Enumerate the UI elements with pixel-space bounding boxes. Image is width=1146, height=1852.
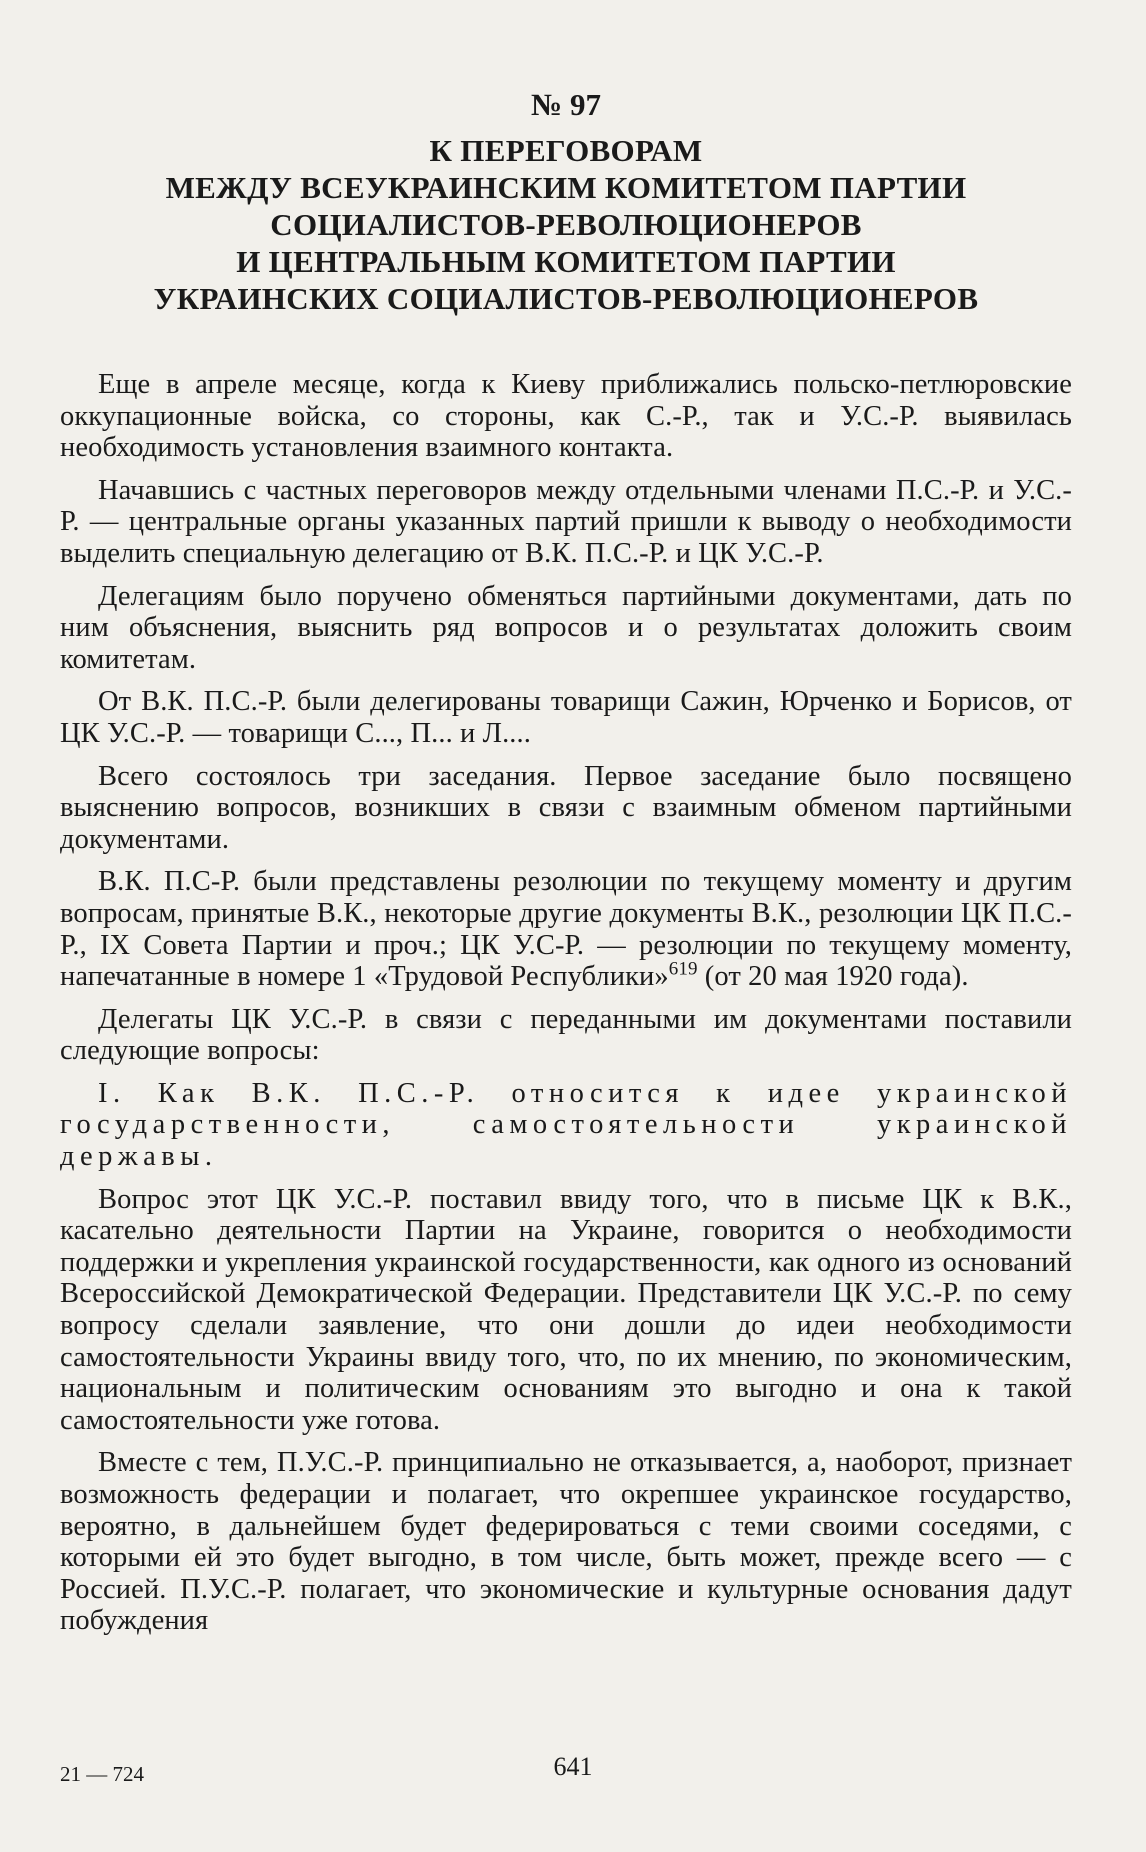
- document-number: № 97: [531, 87, 601, 122]
- document-title: [60, 132, 1072, 317]
- question-1: I. Как В.К. П.С.-Р. относится к идее украинской государственности, самостоятельности украинской державы.: [60, 1077, 1072, 1173]
- title-line: МЕЖДУ ВСЕУКРАИНСКИМ КОМИТЕТОМ ПАРТИИ: [165, 170, 967, 205]
- paragraph: Начавшись с частных переговоров между отдельными членами П.С.-Р. и У.С.-Р. — центральные органы указанных партий пришли к выводу о необходимости выделить специальную делегацию от В.К. П.С.-Р. и ЦК У.С.-Р.: [60, 474, 1072, 569]
- paragraph: Еще в апреле месяце, когда к Киеву приближались польско-петлюровские оккупационные войска, со стороны, как С.-Р., так и У.С.-Р. выявилась необходимость установления взаимного контакта.: [60, 369, 1072, 464]
- paragraph-text: В.К. П.С-Р. были представлены резолюции по текущему моменту и другим вопросам, принятые В.К., некоторые другие документы В.К., резолюции ЦК П.С.-Р., IX Совета Партии и проч.; ЦК У.С-Р. — резолюции по текущему моменту, напечатанные в номере 1: [60, 866, 1072, 993]
- paragraph-tail: (от 20 мая 1920 года).: [697, 961, 969, 993]
- paragraph: Делегаты ЦК У.С.-Р. в связи с переданными им документами поставили следующие вопросы:: [60, 1003, 1072, 1067]
- title-line: К ПЕРЕГОВОРАМ: [429, 133, 703, 168]
- paragraph: От В.К. П.С.-Р. были делегированы товарищи Сажин, Юрченко и Борисов, от ЦК У.С.-Р. — товарищи С..., П... и Л....: [60, 686, 1072, 749]
- document-body: [60, 369, 1072, 1637]
- footnote-reference[interactable]: 619: [668, 958, 698, 980]
- document-content: [60, 72, 1072, 1648]
- title-line: И ЦЕНТРАЛЬНЫМ КОМИТЕТОМ ПАРТИИ: [236, 244, 896, 279]
- paragraph: Вместе с тем, П.У.С.-Р. принципиально не отказывается, а, наоборот, признает возможность федерации и полагает, что окрепшее украинское государство, вероятно, в дальнейшем будет федерироваться с теми своими соседями, с которыми ей это будет выгодно, в том числе, быть может, прежде всего — с Россией. П.У.С.-Р. полагает, что экономические и культурные основания дадут побуждения: [60, 1447, 1072, 1637]
- paragraph: Делегациям было поручено обменяться партийными документами, дать по ним объяснения, выяснить ряд вопросов и о результатах доложить своим комитетам.: [60, 580, 1072, 675]
- quoted-title: «Трудовой Республики»: [373, 961, 669, 993]
- paragraph: Вопрос этот ЦК У.С.-Р. поставил ввиду того, что в письме ЦК к В.К., касательно деятельности Партии на Украине, говорится о необходимости поддержки и укрепления украинской государственности, как одного из оснований Всероссийской Демократической Федерации. Представители ЦК У.С.-Р. по сему вопросу сделали заявление, что они дошли до идеи необходимости самостоятельности Украины ввиду того, что, по их мнению, по экономическим, национальным и политическим основаниям это выгодно и она к такой самостоятельности уже готова.: [60, 1183, 1072, 1436]
- page-number: 641: [553, 1752, 593, 1781]
- printer-signature-mark: 21 — 724: [60, 1762, 144, 1786]
- paragraph: Всего состоялось три заседания. Первое заседание было посвящено выяснению вопросов, возникших в связи с взаимным обменом партийными документами.: [60, 760, 1072, 855]
- title-line: СОЦИАЛИСТОВ-РЕВОЛЮЦИОНЕРОВ: [270, 207, 862, 242]
- title-line: УКРАИНСКИХ СОЦИАЛИСТОВ-РЕВОЛЮЦИОНЕРОВ: [153, 281, 979, 316]
- paragraph-with-footnote: [60, 866, 1072, 992]
